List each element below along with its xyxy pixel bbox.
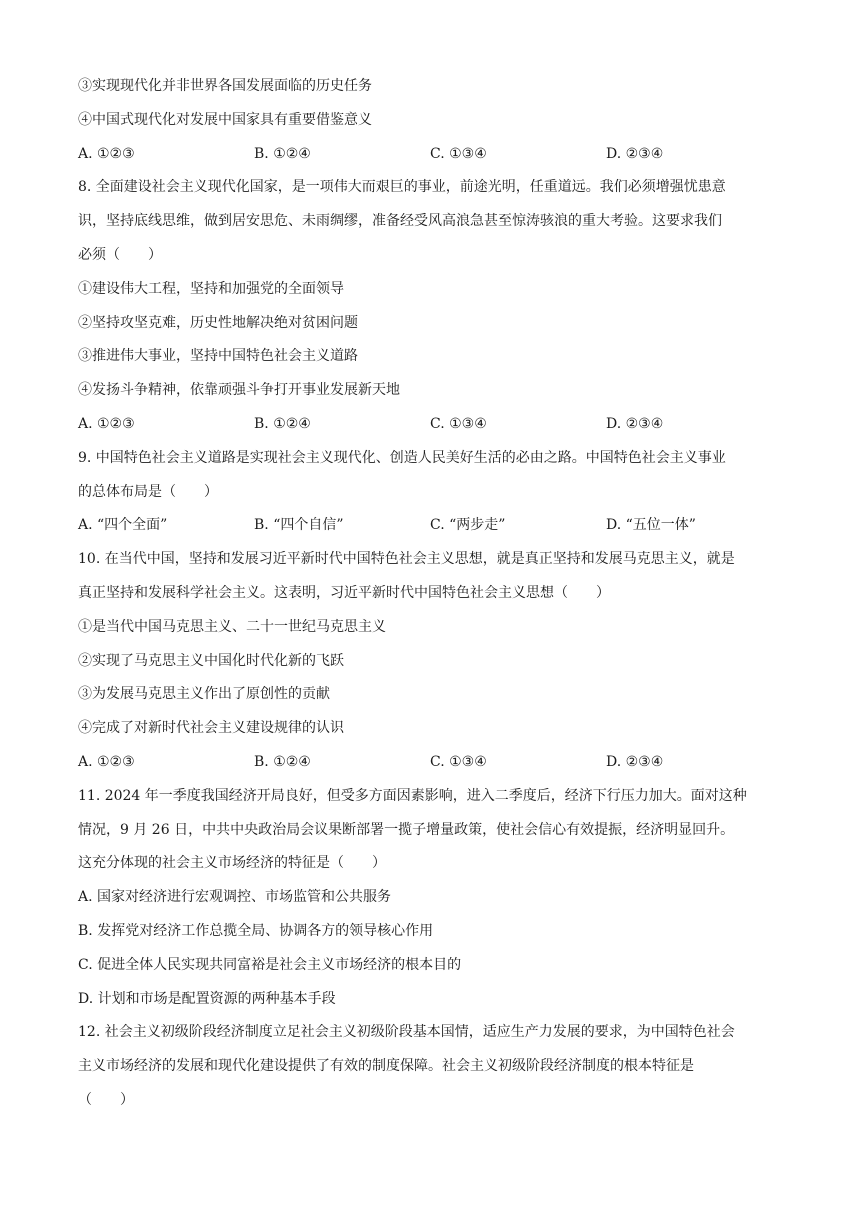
q11-option-a: A. 国家对经济进行宏观调控、市场监管和公共服务 <box>78 889 392 906</box>
q8-item-1: ①建设伟大工程，坚持和加强党的全面领导 <box>78 280 344 297</box>
q9-stem-line-1: 9. 中国特色社会主义道路是实现社会主义现代化、创造人民美好生活的必由之路。中国特色社会主义事业 <box>78 449 726 466</box>
q10-item-1: ①是当代中国马克思主义、二十一世纪马克思主义 <box>78 618 386 635</box>
q9-options <box>78 509 788 543</box>
q8-options <box>78 408 788 442</box>
q11-option-c: C. 促进全体人民实现共同富裕是社会主义市场经济的根本目的 <box>78 956 462 973</box>
q9-option-d: D. “五位一体” <box>606 517 696 534</box>
q8-item-2: ②坚持攻坚克难，历史性地解决绝对贫困问题 <box>78 314 358 331</box>
q9-option-b: B. “四个自信” <box>254 517 344 534</box>
q11-option-b: B. 发挥党对经济工作总揽全局、协调各方的领导核心作用 <box>78 922 434 939</box>
q8-stem-line-3: 必须（ ） <box>78 246 162 263</box>
q10-option-c: C. ①③④ <box>430 753 487 770</box>
q7-option-b: B. ①②④ <box>254 145 311 162</box>
q8-option-b: B. ①②④ <box>254 415 311 432</box>
q10-option-d: D. ②③④ <box>606 753 664 770</box>
q10-item-4: ④完成了对新时代社会主义建设规律的认识 <box>78 720 344 737</box>
q11-option-d: D. 计划和市场是配置资源的两种基本手段 <box>78 990 336 1007</box>
q12-stem-line-2: 主义市场经济的发展和现代化建设提供了有效的制度保障。社会主义初级阶段经济制度的根本特征是 <box>78 1058 694 1075</box>
q8-option-d: D. ②③④ <box>606 415 664 432</box>
q10-options <box>78 746 788 780</box>
q10-item-3: ③为发展马克思主义作出了原创性的贡献 <box>78 686 330 703</box>
q8-item-4: ④发扬斗争精神，依靠顽强斗争打开事业发展新天地 <box>78 382 400 399</box>
q12-stem-line-3: （ ） <box>78 1091 134 1108</box>
q7-options <box>78 138 788 172</box>
q8-stem-line-1: 8. 全面建设社会主义现代化国家，是一项伟大而艰巨的事业，前途光明，任重道远。我们必须增强忧患意 <box>78 179 726 196</box>
q12-stem-line-1: 12. 社会主义初级阶段经济制度立足社会主义初级阶段基本国情，适应生产力发展的要求，为中国特色社会 <box>78 1024 735 1041</box>
q10-item-2: ②实现了马克思主义中国化时代化新的飞跃 <box>78 652 344 669</box>
q10-option-b: B. ①②④ <box>254 753 311 770</box>
q10-option-a: A. ①②③ <box>78 753 135 770</box>
q8-option-c: C. ①③④ <box>430 415 487 432</box>
q9-option-a: A. “四个全面” <box>78 517 168 534</box>
q8-item-3: ③推进伟大事业，坚持中国特色社会主义道路 <box>78 348 358 365</box>
q7-item-3: ③实现现代化并非世界各国发展面临的历史任务 <box>78 78 372 94</box>
q7-option-d: D. ②③④ <box>606 145 664 162</box>
q9-stem-line-2: 的总体布局是（ ） <box>78 483 218 500</box>
q7-option-a: A. ①②③ <box>78 145 135 162</box>
q11-stem-line-2: 情况，9 月 26 日，中共中央政治局会议果断部署一揽子增量政策，使社会信心有效提振，经济明显回升。 <box>78 821 735 838</box>
q8-stem-line-2: 识，坚持底线思维，做到居安思危、未雨绸缪，准备经受风高浪急甚至惊涛骇浪的重大考验。这要求我们 <box>78 213 722 230</box>
q9-option-c: C. “两步走” <box>430 517 506 534</box>
q10-stem-line-2: 真正坚持和发展科学社会主义。这表明，习近平新时代中国特色社会主义思想（ ） <box>78 584 610 601</box>
q10-stem-line-1: 10. 在当代中国，坚持和发展习近平新时代中国特色社会主义思想，就是真正坚持和发展马克思主义，就是 <box>78 551 735 568</box>
q7-option-c: C. ①③④ <box>430 145 487 162</box>
q7-item-4: ④中国式现代化对发展中国家具有重要借鉴意义 <box>78 111 372 128</box>
q8-option-a: A. ①②③ <box>78 415 135 432</box>
q11-stem-line-1: 11. 2024 年一季度我国经济开局良好，但受多方面因素影响，进入二季度后，经济下行压力加大。面对这种 <box>78 787 747 804</box>
exam-page <box>78 70 788 1118</box>
q11-stem-line-3: 这充分体现的社会主义市场经济的特征是（ ） <box>78 855 386 872</box>
